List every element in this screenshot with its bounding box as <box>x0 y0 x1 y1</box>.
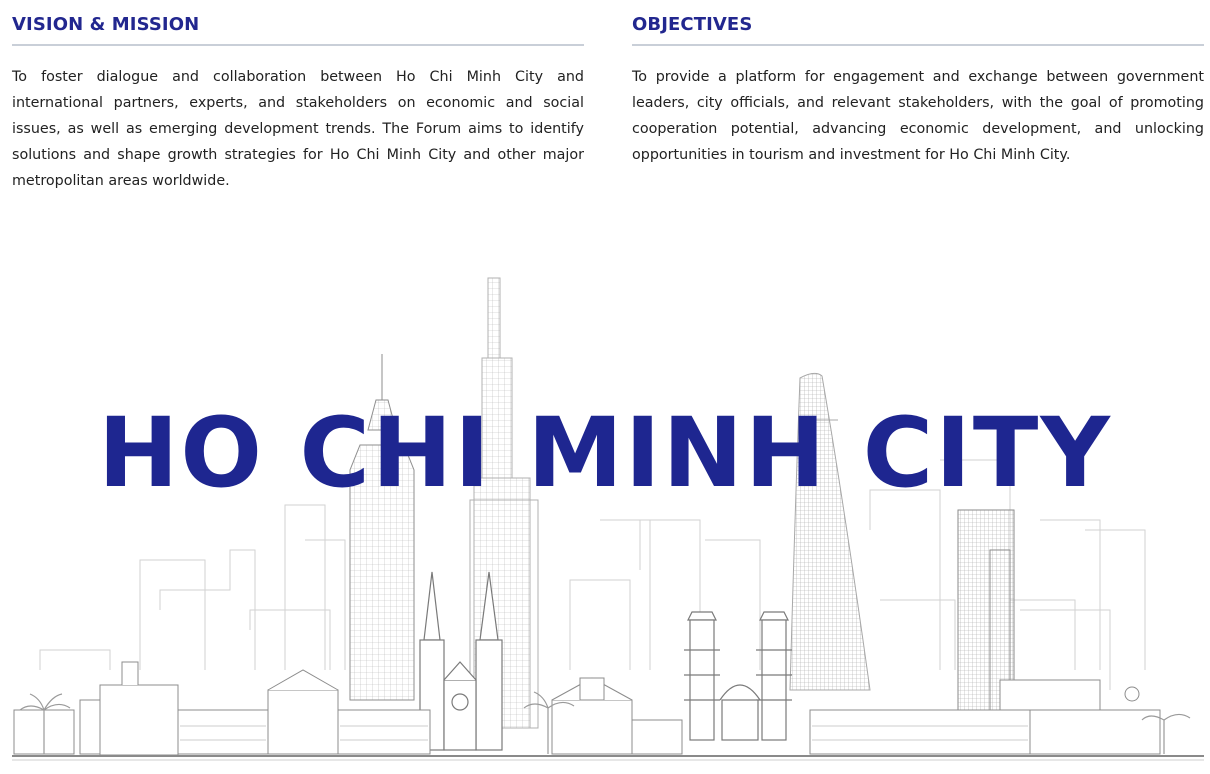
section-divider <box>632 44 1204 46</box>
objectives-text: To provide a platform for engagement and exchange between government leaders, city officials, and relevant stakeholders, with the goal of promoting cooperation potential, advancing economic development, and unlocking opportunities in tourism and investment for Ho Chi Minh City. <box>632 69 1204 163</box>
vision-mission-section <box>12 12 584 194</box>
city-title: HO CHI MINH CITY <box>98 397 1112 509</box>
objectives-heading: OBJECTIVES <box>632 14 753 35</box>
objectives-section <box>632 12 1204 168</box>
vision-mission-text: To foster dialogue and collaboration between Ho Chi Minh City and international partners, experts, and stakeholders on economic and social issues, as well as emerging development trends. The Forum aims to identify solutions and shape growth strategies for Ho Chi Minh City and other major metropolitan areas worldwide. <box>12 69 584 189</box>
vision-mission-heading: VISION & MISSION <box>12 14 200 35</box>
section-divider <box>12 44 584 46</box>
city-skyline-illustration <box>0 270 1210 774</box>
